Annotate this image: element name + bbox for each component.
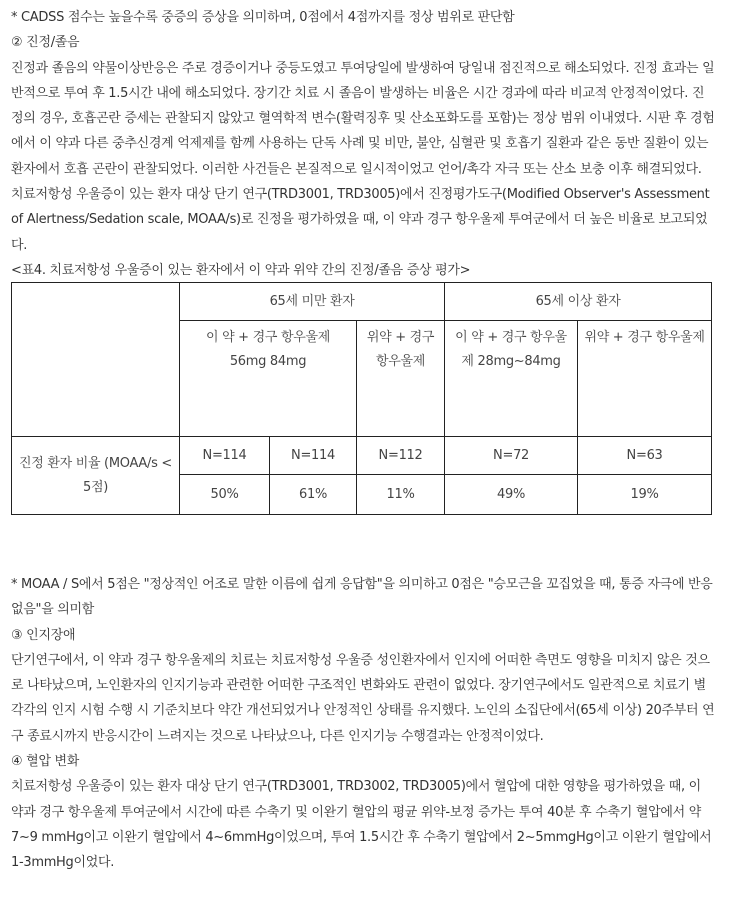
table-corner-cell	[12, 283, 180, 437]
n-cell: N=114	[180, 437, 270, 475]
cadss-footnote: * CADSS 점수는 높을수록 중증의 증상을 의미하며, 0점에서 4점까지를 정상 범위로 판단함	[11, 10, 515, 25]
n-cell: N=114	[270, 437, 357, 475]
n-cell: N=72	[445, 437, 578, 475]
col-header-placebo-under65: 위약 + 경구 항우울제	[357, 321, 445, 437]
pct-cell: 19%	[578, 475, 712, 515]
sedation-paragraph: 진정과 졸음의 약물이상반응은 주로 경증이거나 중등도였고 투여당일에 발생하여 당일내 점진적으로 해소되었다. 진정 효과는 일반적으로 투여 후 1.5시간 내에 해소되었다. 장기간 치료 시 졸음이 발생하는 비율은 시간 경과에 따라 비교적 안정적이었다. 진정의 경우, 호흡곤란 증세는 관찰되지 않았고 혈역학적 변수(활력징후 및 산소포화도를 포함)는 정상 범위 이내였다. 시판 후 경험에서 이 약과 다른 중추신경계 억제제를 함께 사용하는 단독 사례 및 비만, 불안, 심혈관 및 호흡기 질환과 같은 동반 질환이 있는 환자에서 호흡 곤란이 관찰되었다. 이러한 사건들은 본질적으로 일시적이었고 언어/촉각 자극 또는 산소 보충 이후 해결되었다. 치료저항성 우울증이 있는 환자 대상 단기 연구(TRD3001, TRD3005)에서 진정평가도구(Modified Observer's Assessment of Alertness/Sedation scale, MOAA/s)로 진정을 평가하였을 때, 이 약과 경구 항우울제 투여군에서 더 높은 비율로 보고되었다.	[11, 60, 715, 253]
section-heading-sedation: ② 진정/졸음	[11, 35, 80, 51]
moaa-footnote: * MOAA / S에서 5점은 "정상적인 어조로 말한 이름에 쉽게 응답함"을 의미하고 0점은 "승모근을 꼬집었을 때, 통증 자극에 반응 없음"을 의미함	[11, 577, 713, 618]
section-heading-cognitive: ③ 인지장애	[11, 627, 76, 643]
bottom-text-block	[11, 572, 716, 876]
cognitive-paragraph: 단기연구에서, 이 약과 경구 항우울제의 치료는 치료저항성 우울증 성인환자에서 인지에 어떠한 측면도 영향을 미치지 않은 것으로 나타났으며, 노인환자의 인지기능과 관련한 어떠한 구조적인 변화와도 관련이 없었다. 장기연구에서도 일관적으로 치료기 별 각각의 인지 시험 수행 시 기준치보다 약간 개선되었거나 안정적인 상태를 유지했다. 노인의 소집단에서(65세 이상) 20주부터 연구 종료시까지 반응시간이 느려지는 것으로 나타났으나, 다른 인지기능 수행결과는 안정적이었다.	[11, 652, 715, 744]
blood-pressure-paragraph: 치료저항성 우울증이 있는 환자 대상 단기 연구(TRD3001, TRD3002, TRD3005)에서 혈압에 대한 영향을 평가하였을 때, 이 약과 경구 항우울제 투여군에서 시간에 따른 수축기 및 이완기 혈압의 평균 위약-보정 증가는 투여 40분 후 수축기 혈압에서 약 7~9 mmHg이고 이완기 혈압에서 4~6mmHg이었으며, 투여 1.5시간 후 수축기 혈압에서 2~5mmgHg이고 이완기 혈압에서 1-3mmHg이었다.	[11, 779, 712, 871]
pct-cell: 11%	[357, 475, 445, 515]
col-header-drug-under65: 이 약 + 경구 항우울제 56mg 84mg	[180, 321, 357, 437]
table-caption: <표4. 치료저항성 우울증이 있는 환자에서 이 약과 위약 간의 진정/졸음 증상 평가>	[11, 263, 471, 278]
top-text-block	[11, 5, 716, 258]
col-header-drug-over65: 이 약 + 경구 항우울제 28mg~84mg	[445, 321, 578, 437]
sedation-table	[11, 282, 712, 515]
group-header-over65: 65세 이상 환자	[445, 283, 712, 321]
row-label-sedation-ratio: 진정 환자 비율 (MOAA/s < 5점)	[12, 437, 180, 515]
col-header-placebo-over65: 위약 + 경구 항우울제	[578, 321, 712, 437]
pct-cell: 61%	[270, 475, 357, 515]
n-cell: N=112	[357, 437, 445, 475]
section-heading-blood-pressure: ④ 혈압 변화	[11, 754, 80, 770]
n-cell: N=63	[578, 437, 712, 475]
group-header-under65: 65세 미만 환자	[180, 283, 445, 321]
pct-cell: 49%	[445, 475, 578, 515]
pct-cell: 50%	[180, 475, 270, 515]
